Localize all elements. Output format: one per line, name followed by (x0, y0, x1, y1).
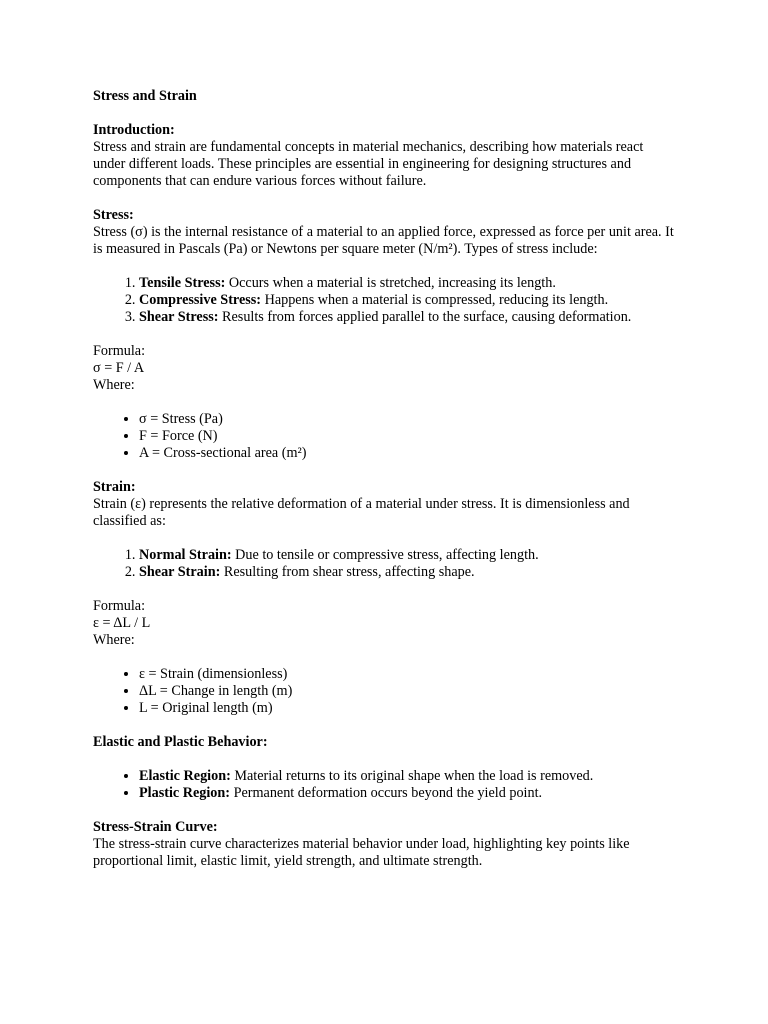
stress-section (93, 207, 678, 258)
curve-heading: Stress-Strain Curve: (93, 819, 218, 835)
list-item-term: Plastic Region: (139, 785, 231, 801)
curve-body: The stress-strain curve characterizes material behavior under load, highlighting key points like proportional limit, elastic limit, yield strength, and ultimate strength. (93, 836, 630, 869)
stress-formula-block (93, 343, 678, 394)
list-item: • ΔL = Change in length (m) (139, 683, 678, 700)
stress-heading: Stress: (93, 207, 134, 223)
list-item (139, 785, 678, 802)
list-item (139, 292, 678, 309)
list-item (139, 564, 678, 581)
list-item-desc: Occurs when a material is stretched, increasing its length. (225, 275, 556, 291)
strain-formula-block (93, 598, 678, 649)
list-item-term: Tensile Stress: (139, 275, 226, 291)
list-item-term: Shear Stress: (139, 309, 219, 325)
strain-formula: ε = ΔL / L (93, 615, 151, 631)
behavior-list (93, 768, 678, 802)
list-item-term: Elastic Region: (139, 768, 231, 784)
strain-section (93, 479, 678, 530)
list-item-desc: Happens when a material is compressed, reducing its length. (261, 292, 609, 308)
list-item: • L = Original length (m) (139, 700, 678, 717)
formula-label: Formula: (93, 598, 146, 614)
list-item-term: Normal Strain: (139, 547, 232, 563)
list-item (139, 309, 678, 326)
strain-body: Strain (ε) represents the relative deformation of a material under stress. It is dimensionless and classified as: (93, 496, 630, 529)
list-item-desc: Permanent deformation occurs beyond the yield point. (230, 785, 543, 801)
stress-formula: σ = F / A (93, 360, 145, 376)
curve-section (93, 819, 678, 870)
intro-heading: Introduction: (93, 122, 175, 138)
where-label: Where: (93, 377, 135, 393)
document-page (93, 88, 678, 887)
list-item (139, 275, 678, 292)
list-item: • σ = Stress (Pa) (139, 411, 678, 428)
intro-body: Stress and strain are fundamental concepts in material mechanics, describing how materials react under different loads. These principles are essential in engineering for designing structures and components that can endure various forces without failure. (93, 139, 644, 189)
list-item (139, 547, 678, 564)
list-item: • F = Force (N) (139, 428, 678, 445)
list-item-desc: Results from forces applied parallel to the surface, causing deformation. (218, 309, 632, 325)
list-item-term: Shear Strain: (139, 564, 221, 580)
list-item: • A = Cross-sectional area (m²) (139, 445, 678, 462)
list-item-desc: Material returns to its original shape when the load is removed. (230, 768, 594, 784)
list-item-desc: Resulting from shear stress, affecting shape. (220, 564, 475, 580)
strain-types-list (93, 547, 678, 581)
list-item-term: Compressive Stress: (139, 292, 262, 308)
stress-variables-list (93, 411, 678, 462)
strain-heading: Strain: (93, 479, 136, 495)
list-item: • ε = Strain (dimensionless) (139, 666, 678, 683)
formula-label: Formula: (93, 343, 146, 359)
strain-variables-list (93, 666, 678, 717)
behavior-section (93, 734, 678, 751)
behavior-heading: Elastic and Plastic Behavior: (93, 734, 268, 750)
stress-types-list (93, 275, 678, 326)
document-title: Stress and Strain (93, 88, 197, 104)
where-label: Where: (93, 632, 135, 648)
list-item (139, 768, 678, 785)
list-item-desc: Due to tensile or compressive stress, affecting length. (231, 547, 539, 563)
stress-body: Stress (σ) is the internal resistance of a material to an applied force, expressed as force per unit area. It is measured in Pascals (Pa) or Newtons per square meter (N/m²). Types of stress include: (93, 224, 674, 257)
intro-section (93, 122, 678, 190)
